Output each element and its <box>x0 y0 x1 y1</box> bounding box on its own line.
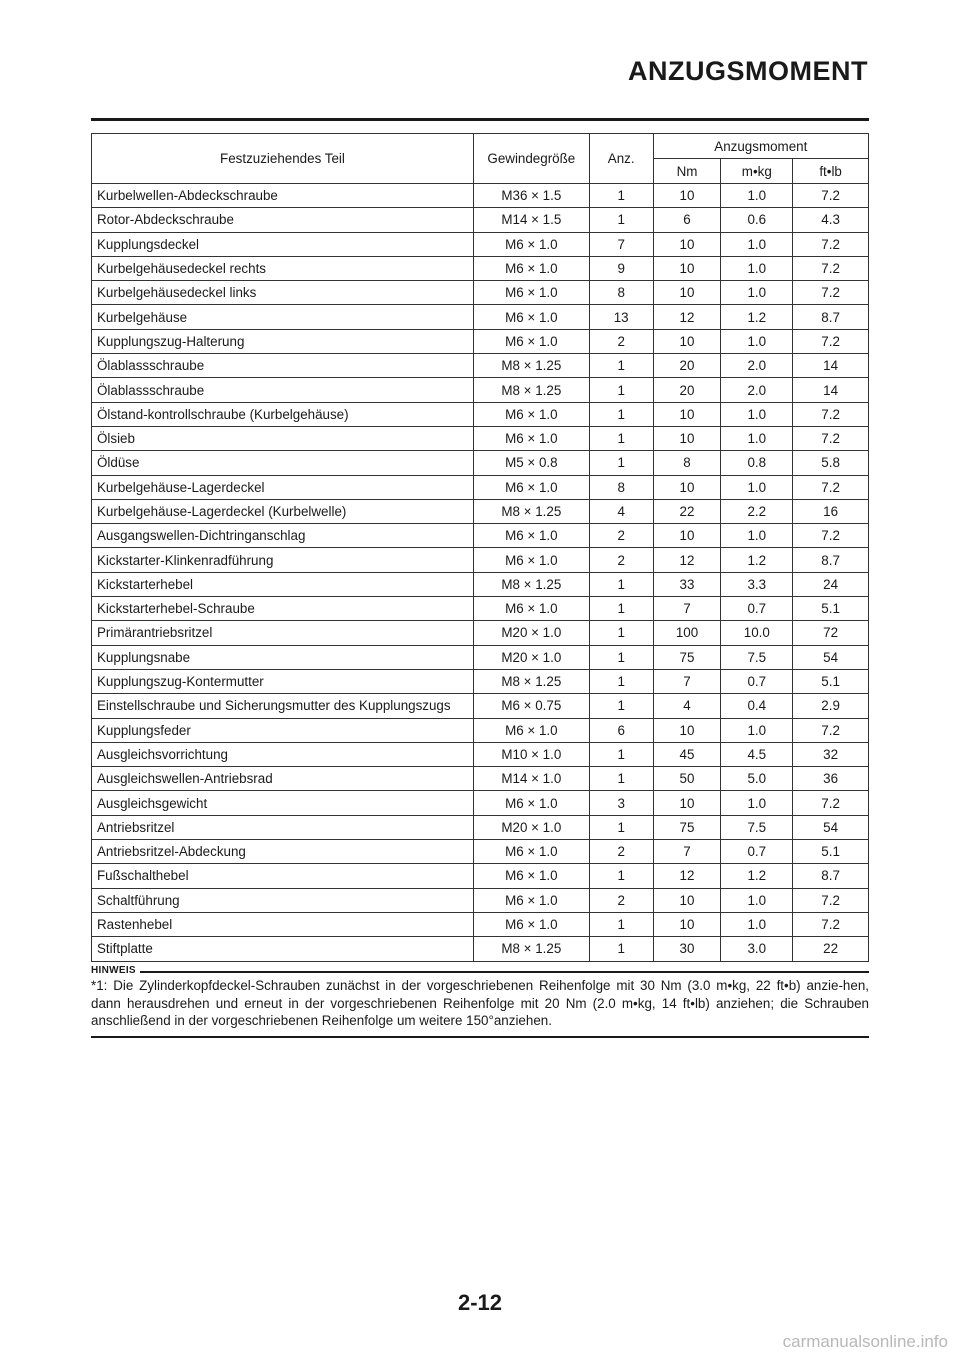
cell-nm: 20 <box>653 354 721 378</box>
header-part: Festzuziehendes Teil <box>92 134 474 184</box>
cell-quantity: 1 <box>589 815 653 839</box>
cell-thread-size: M6 × 1.0 <box>473 305 589 329</box>
cell-mkg: 1.2 <box>721 548 793 572</box>
cell-mkg: 7.5 <box>721 815 793 839</box>
note-text: *1: Die Zylinderkopfdeckel-Schrauben zunächst in der vorgeschriebenen Reihenfolge mit 30 Nm (3.0 m•kg, 22 ft•b) anzie-hen, dann herausdrehen und erneut in der vorgeschriebenen Reihenfolge mit 20 Nm (2.0 m•kg, 14 ft•lb) anziehen; die Schrauben anschließend in der vorgeschriebenen Reihenfolge um weitere 150°anziehen. <box>91 978 869 1028</box>
cell-part: Kurbelgehäuse-Lagerdeckel (Kurbelwelle) <box>92 499 474 523</box>
table-row <box>92 329 869 353</box>
cell-ftlb: 8.7 <box>793 864 869 888</box>
cell-ftlb: 7.2 <box>793 256 869 280</box>
cell-nm: 12 <box>653 864 721 888</box>
table-row <box>92 815 869 839</box>
cell-nm: 20 <box>653 378 721 402</box>
cell-quantity: 1 <box>589 572 653 596</box>
cell-mkg: 1.0 <box>721 718 793 742</box>
cell-part: Öldüse <box>92 451 474 475</box>
table-row <box>92 718 869 742</box>
table-row <box>92 912 869 936</box>
cell-quantity: 1 <box>589 354 653 378</box>
table-row <box>92 694 869 718</box>
cell-ftlb: 8.7 <box>793 548 869 572</box>
cell-part: Antriebsritzel-Abdeckung <box>92 840 474 864</box>
cell-ftlb: 8.7 <box>793 305 869 329</box>
cell-ftlb: 36 <box>793 767 869 791</box>
watermark: carmanualsonline.info <box>782 1332 948 1351</box>
cell-part: Ausgleichswellen-Antriebsrad <box>92 767 474 791</box>
cell-ftlb: 7.2 <box>793 184 869 208</box>
title-divider <box>91 118 869 121</box>
cell-nm: 7 <box>653 669 721 693</box>
cell-part: Kurbelgehäuse <box>92 305 474 329</box>
cell-mkg: 3.0 <box>721 937 793 961</box>
cell-ftlb: 7.2 <box>793 426 869 450</box>
cell-ftlb: 7.2 <box>793 281 869 305</box>
cell-ftlb: 7.2 <box>793 718 869 742</box>
cell-mkg: 1.0 <box>721 524 793 548</box>
cell-mkg: 2.0 <box>721 378 793 402</box>
cell-ftlb: 16 <box>793 499 869 523</box>
cell-thread-size: M8 × 1.25 <box>473 572 589 596</box>
cell-nm: 75 <box>653 645 721 669</box>
cell-part: Primärantriebsritzel <box>92 621 474 645</box>
cell-thread-size: M8 × 1.25 <box>473 669 589 693</box>
cell-thread-size: M6 × 0.75 <box>473 694 589 718</box>
table-row <box>92 840 869 864</box>
cell-nm: 10 <box>653 281 721 305</box>
cell-ftlb: 7.2 <box>793 329 869 353</box>
cell-quantity: 8 <box>589 475 653 499</box>
cell-thread-size: M6 × 1.0 <box>473 402 589 426</box>
cell-nm: 7 <box>653 597 721 621</box>
cell-nm: 45 <box>653 742 721 766</box>
table-row <box>92 232 869 256</box>
cell-thread-size: M6 × 1.0 <box>473 791 589 815</box>
cell-thread-size: M14 × 1.5 <box>473 208 589 232</box>
header-quantity: Anz. <box>589 134 653 184</box>
cell-quantity: 2 <box>589 548 653 572</box>
cell-part: Rotor-Abdeckschraube <box>92 208 474 232</box>
cell-quantity: 4 <box>589 499 653 523</box>
cell-thread-size: M6 × 1.0 <box>473 524 589 548</box>
cell-ftlb: 24 <box>793 572 869 596</box>
cell-thread-size: M20 × 1.0 <box>473 621 589 645</box>
cell-ftlb: 14 <box>793 378 869 402</box>
cell-mkg: 0.6 <box>721 208 793 232</box>
header-torque-group: Anzugsmoment <box>653 134 868 159</box>
cell-ftlb: 14 <box>793 354 869 378</box>
cell-ftlb: 22 <box>793 937 869 961</box>
cell-quantity: 3 <box>589 791 653 815</box>
cell-quantity: 1 <box>589 669 653 693</box>
cell-nm: 50 <box>653 767 721 791</box>
cell-part: Einstellschraube und Sicherungsmutter des Kupplungszugs <box>92 694 474 718</box>
cell-thread-size: M6 × 1.0 <box>473 232 589 256</box>
table-row <box>92 184 869 208</box>
cell-thread-size: M6 × 1.0 <box>473 718 589 742</box>
cell-nm: 30 <box>653 937 721 961</box>
cell-quantity: 1 <box>589 621 653 645</box>
cell-quantity: 1 <box>589 402 653 426</box>
cell-ftlb: 72 <box>793 621 869 645</box>
cell-ftlb: 7.2 <box>793 232 869 256</box>
cell-part: Ölablassschraube <box>92 354 474 378</box>
cell-ftlb: 54 <box>793 645 869 669</box>
cell-thread-size: M10 × 1.0 <box>473 742 589 766</box>
cell-ftlb: 32 <box>793 742 869 766</box>
cell-nm: 10 <box>653 184 721 208</box>
cell-nm: 10 <box>653 232 721 256</box>
cell-part: Antriebsritzel <box>92 815 474 839</box>
cell-part: Kupplungsdeckel <box>92 232 474 256</box>
table-row <box>92 597 869 621</box>
cell-thread-size: M6 × 1.0 <box>473 840 589 864</box>
table-row <box>92 426 869 450</box>
table-row <box>92 669 869 693</box>
cell-mkg: 1.0 <box>721 426 793 450</box>
note-label: HINWEIS <box>91 965 136 976</box>
cell-nm: 10 <box>653 475 721 499</box>
cell-thread-size: M6 × 1.0 <box>473 256 589 280</box>
cell-ftlb: 5.1 <box>793 669 869 693</box>
cell-nm: 12 <box>653 305 721 329</box>
cell-quantity: 1 <box>589 451 653 475</box>
cell-quantity: 9 <box>589 256 653 280</box>
cell-quantity: 1 <box>589 742 653 766</box>
cell-quantity: 2 <box>589 524 653 548</box>
cell-part: Ölstand-kontrollschraube (Kurbelgehäuse) <box>92 402 474 426</box>
cell-mkg: 5.0 <box>721 767 793 791</box>
cell-nm: 12 <box>653 548 721 572</box>
cell-ftlb: 54 <box>793 815 869 839</box>
cell-part: Schaltführung <box>92 888 474 912</box>
cell-nm: 10 <box>653 888 721 912</box>
table-row <box>92 864 869 888</box>
header-nm: Nm <box>653 159 721 184</box>
cell-part: Fußschalthebel <box>92 864 474 888</box>
cell-nm: 10 <box>653 402 721 426</box>
cell-nm: 7 <box>653 840 721 864</box>
cell-part: Ölsieb <box>92 426 474 450</box>
table-row <box>92 475 869 499</box>
cell-mkg: 1.0 <box>721 912 793 936</box>
cell-nm: 10 <box>653 426 721 450</box>
table-row <box>92 621 869 645</box>
table-row <box>92 378 869 402</box>
header-ftlb: ft•lb <box>793 159 869 184</box>
table-row <box>92 888 869 912</box>
cell-mkg: 10.0 <box>721 621 793 645</box>
cell-part: Kickstarterhebel-Schraube <box>92 597 474 621</box>
cell-ftlb: 5.1 <box>793 597 869 621</box>
cell-nm: 10 <box>653 256 721 280</box>
cell-thread-size: M36 × 1.5 <box>473 184 589 208</box>
cell-nm: 8 <box>653 451 721 475</box>
cell-mkg: 1.0 <box>721 281 793 305</box>
cell-thread-size: M6 × 1.0 <box>473 597 589 621</box>
cell-ftlb: 7.2 <box>793 475 869 499</box>
cell-nm: 33 <box>653 572 721 596</box>
page-number: 2-12 <box>457 1290 503 1315</box>
cell-part: Kupplungsfeder <box>92 718 474 742</box>
cell-ftlb: 5.8 <box>793 451 869 475</box>
cell-thread-size: M6 × 1.0 <box>473 864 589 888</box>
cell-quantity: 1 <box>589 937 653 961</box>
cell-mkg: 0.7 <box>721 597 793 621</box>
cell-mkg: 1.0 <box>721 475 793 499</box>
cell-part: Kurbelwellen-Abdeckschraube <box>92 184 474 208</box>
cell-thread-size: M6 × 1.0 <box>473 426 589 450</box>
cell-thread-size: M6 × 1.0 <box>473 888 589 912</box>
cell-quantity: 2 <box>589 888 653 912</box>
table-row <box>92 305 869 329</box>
cell-mkg: 3.3 <box>721 572 793 596</box>
cell-thread-size: M20 × 1.0 <box>473 645 589 669</box>
cell-nm: 10 <box>653 329 721 353</box>
cell-mkg: 1.2 <box>721 864 793 888</box>
cell-quantity: 2 <box>589 840 653 864</box>
header-thread-size: Gewindegröße <box>473 134 589 184</box>
cell-part: Kickstarterhebel <box>92 572 474 596</box>
header-mkg: m•kg <box>721 159 793 184</box>
cell-part: Stiftplatte <box>92 937 474 961</box>
cell-nm: 10 <box>653 791 721 815</box>
note-bottom-divider <box>91 1036 869 1038</box>
cell-quantity: 1 <box>589 184 653 208</box>
table-row <box>92 499 869 523</box>
cell-nm: 4 <box>653 694 721 718</box>
table-row <box>92 402 869 426</box>
cell-ftlb: 7.2 <box>793 888 869 912</box>
cell-nm: 22 <box>653 499 721 523</box>
cell-quantity: 7 <box>589 232 653 256</box>
cell-mkg: 7.5 <box>721 645 793 669</box>
torque-table <box>91 133 869 962</box>
cell-quantity: 13 <box>589 305 653 329</box>
cell-thread-size: M6 × 1.0 <box>473 912 589 936</box>
cell-mkg: 1.2 <box>721 305 793 329</box>
note-header <box>91 965 869 976</box>
table-header <box>92 134 869 184</box>
cell-mkg: 1.0 <box>721 184 793 208</box>
table-row <box>92 645 869 669</box>
cell-mkg: 2.0 <box>721 354 793 378</box>
cell-thread-size: M20 × 1.0 <box>473 815 589 839</box>
cell-nm: 10 <box>653 912 721 936</box>
cell-part: Rastenhebel <box>92 912 474 936</box>
cell-part: Kickstarter-Klinkenradführung <box>92 548 474 572</box>
cell-part: Kurbelgehäusedeckel links <box>92 281 474 305</box>
cell-thread-size: M6 × 1.0 <box>473 281 589 305</box>
table-row <box>92 451 869 475</box>
cell-quantity: 1 <box>589 767 653 791</box>
cell-mkg: 0.7 <box>721 669 793 693</box>
cell-quantity: 1 <box>589 694 653 718</box>
cell-thread-size: M8 × 1.25 <box>473 378 589 402</box>
table-row <box>92 742 869 766</box>
cell-quantity: 6 <box>589 718 653 742</box>
cell-mkg: 1.0 <box>721 791 793 815</box>
cell-quantity: 2 <box>589 329 653 353</box>
cell-quantity: 1 <box>589 864 653 888</box>
cell-nm: 100 <box>653 621 721 645</box>
cell-part: Ausgleichsgewicht <box>92 791 474 815</box>
cell-mkg: 1.0 <box>721 888 793 912</box>
cell-ftlb: 7.2 <box>793 402 869 426</box>
cell-thread-size: M5 × 0.8 <box>473 451 589 475</box>
cell-quantity: 1 <box>589 426 653 450</box>
cell-quantity: 1 <box>589 378 653 402</box>
note-header-rule <box>140 971 869 973</box>
cell-nm: 10 <box>653 524 721 548</box>
table-row <box>92 256 869 280</box>
cell-mkg: 0.7 <box>721 840 793 864</box>
cell-quantity: 1 <box>589 597 653 621</box>
cell-part: Ausgleichsvorrichtung <box>92 742 474 766</box>
cell-mkg: 1.0 <box>721 232 793 256</box>
table-row <box>92 767 869 791</box>
cell-quantity: 1 <box>589 208 653 232</box>
cell-part: Kupplungsnabe <box>92 645 474 669</box>
table-row <box>92 548 869 572</box>
cell-thread-size: M8 × 1.25 <box>473 499 589 523</box>
cell-part: Kurbelgehäuse-Lagerdeckel <box>92 475 474 499</box>
cell-ftlb: 7.2 <box>793 524 869 548</box>
cell-ftlb: 7.2 <box>793 791 869 815</box>
cell-mkg: 0.8 <box>721 451 793 475</box>
table-row <box>92 208 869 232</box>
cell-nm: 75 <box>653 815 721 839</box>
cell-mkg: 2.2 <box>721 499 793 523</box>
cell-thread-size: M6 × 1.0 <box>473 329 589 353</box>
cell-part: Kupplungszug-Kontermutter <box>92 669 474 693</box>
cell-mkg: 1.0 <box>721 256 793 280</box>
cell-mkg: 1.0 <box>721 329 793 353</box>
table-row <box>92 281 869 305</box>
cell-quantity: 1 <box>589 912 653 936</box>
cell-thread-size: M8 × 1.25 <box>473 354 589 378</box>
note-section <box>91 965 869 1030</box>
table-row <box>92 354 869 378</box>
cell-part: Ölablassschraube <box>92 378 474 402</box>
cell-thread-size: M8 × 1.25 <box>473 937 589 961</box>
cell-thread-size: M14 × 1.0 <box>473 767 589 791</box>
cell-nm: 10 <box>653 718 721 742</box>
cell-part: Kurbelgehäusedeckel rechts <box>92 256 474 280</box>
cell-part: Ausgangswellen-Dichtringanschlag <box>92 524 474 548</box>
cell-thread-size: M6 × 1.0 <box>473 475 589 499</box>
cell-quantity: 8 <box>589 281 653 305</box>
cell-nm: 6 <box>653 208 721 232</box>
cell-mkg: 0.4 <box>721 694 793 718</box>
cell-quantity: 1 <box>589 645 653 669</box>
page-title: ANZUGSMOMENT <box>628 56 868 86</box>
cell-mkg: 1.0 <box>721 402 793 426</box>
cell-part: Kupplungszug-Halterung <box>92 329 474 353</box>
table-body <box>92 184 869 962</box>
cell-thread-size: M6 × 1.0 <box>473 548 589 572</box>
cell-ftlb: 5.1 <box>793 840 869 864</box>
table-row <box>92 791 869 815</box>
table-row <box>92 572 869 596</box>
table-row <box>92 937 869 961</box>
cell-ftlb: 4.3 <box>793 208 869 232</box>
cell-ftlb: 7.2 <box>793 912 869 936</box>
cell-ftlb: 2.9 <box>793 694 869 718</box>
cell-mkg: 4.5 <box>721 742 793 766</box>
table-row <box>92 524 869 548</box>
